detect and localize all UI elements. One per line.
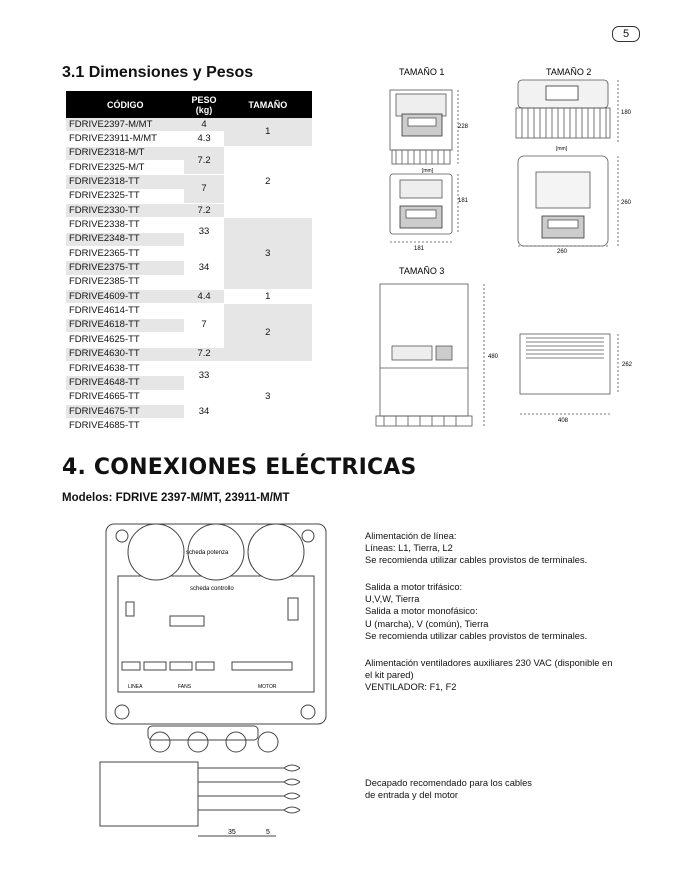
cell-code: FDRIVE4648-TT <box>66 376 184 390</box>
table-header-row <box>66 91 312 118</box>
tip-dim-label: 5 <box>266 829 270 836</box>
s3-height-label: 480 <box>488 354 499 360</box>
cell-code: FDRIVE4675-TT <box>66 404 184 418</box>
size3-label: TAMAÑO 3 <box>399 266 445 276</box>
cable-strip-drawing <box>100 762 300 836</box>
header-size: TAMAÑO <box>224 91 312 118</box>
table-row <box>66 290 312 304</box>
cell-code: FDRIVE4625-TT <box>66 333 184 347</box>
s1-width-label: 181 <box>414 246 425 252</box>
table-row <box>66 361 312 375</box>
desc-line: Salida a motor monofásico: <box>365 606 478 617</box>
dimension-drawings <box>360 62 660 442</box>
board-control-label: scheda controllo <box>190 586 234 592</box>
desc-strip-cable <box>365 777 532 801</box>
size1-front-view <box>390 90 458 164</box>
term-fan-label: FANS <box>178 684 192 690</box>
header-weight: PESO (kg) <box>184 91 223 118</box>
page-number: 5 <box>612 26 640 42</box>
cell-size: 1 <box>224 118 312 146</box>
desc-line: U (marcha), V (común), Tierra <box>365 618 489 629</box>
desc-line: Alimentación ventiladores auxiliares 230 VAC (disponible en <box>365 658 613 668</box>
desc-line: Alimentación de línea: <box>365 531 457 541</box>
desc-line: Decapado recomendado para los cables <box>365 778 532 788</box>
cell-weight: 7.2 <box>184 146 223 175</box>
table-row <box>66 304 312 318</box>
desc-line: VENTILADOR: F1, F2 <box>365 682 457 693</box>
cell-weight: 7.2 <box>184 347 223 361</box>
cell-weight: 7.2 <box>184 204 223 218</box>
dimensions-table <box>66 91 312 434</box>
desc-line-power <box>365 530 587 567</box>
desc-aux-fans <box>365 657 612 694</box>
cell-size: 1 <box>224 290 312 304</box>
desc-line: el kit pared) <box>365 670 414 681</box>
cell-weight: 4.4 <box>184 290 223 304</box>
cell-size: 2 <box>224 304 312 361</box>
term-lines-label: LINEA <box>128 684 143 690</box>
cell-weight: 33 <box>184 218 223 247</box>
size3-front-view <box>376 284 484 426</box>
size3-side-view <box>520 334 618 414</box>
cell-code: FDRIVE23911-M/MT <box>66 132 184 146</box>
cell-code: FDRIVE2348-TT <box>66 232 184 246</box>
cell-size: 3 <box>224 361 312 433</box>
cell-code: FDRIVE4609-TT <box>66 290 184 304</box>
size2-label: TAMAÑO 2 <box>546 67 592 77</box>
desc-line: de entrada y del motor <box>365 790 459 801</box>
table-row <box>66 118 312 132</box>
cell-code: FDRIVE4685-TT <box>66 419 184 433</box>
cell-code: FDRIVE4614-TT <box>66 304 184 318</box>
cell-code: FDRIVE2338-TT <box>66 218 184 232</box>
cell-code: FDRIVE2325-TT <box>66 189 184 203</box>
size2-front-view <box>518 156 618 246</box>
header-code: CÓDIGO <box>66 91 184 118</box>
cell-code: FDRIVE2375-TT <box>66 261 184 275</box>
cell-code: FDRIVE4630-TT <box>66 347 184 361</box>
s2-height-label: 180 <box>621 110 632 116</box>
cell-code: FDRIVE2318-TT <box>66 175 184 189</box>
s2-height2-label: 260 <box>621 200 632 206</box>
cell-weight: 4 <box>184 118 223 132</box>
wiring-diagram <box>98 516 338 846</box>
cell-code: FDRIVE4665-TT <box>66 390 184 404</box>
cell-size: 2 <box>224 146 312 218</box>
s1-height-label: 228 <box>458 124 469 130</box>
desc-line: Líneas: L1, Tierra, L2 <box>365 543 453 554</box>
section-title-dimensions: 3.1 Dimensiones y Pesos <box>62 64 254 81</box>
cell-weight: 4.3 <box>184 132 223 146</box>
table-body <box>66 118 312 433</box>
desc-line: U,V,W, Tierra <box>365 594 420 605</box>
cell-code: FDRIVE4638-TT <box>66 361 184 375</box>
term-motor-label: MOTOR <box>258 684 277 690</box>
cell-code: FDRIVE2385-TT <box>66 275 184 289</box>
cell-code: FDRIVE2325-M/T <box>66 161 184 175</box>
section-title-connections: 4. CONEXIONES ELÉCTRICAS <box>62 455 417 480</box>
cell-code: FDRIVE2330-TT <box>66 204 184 218</box>
cell-code: FDRIVE2397-M/MT <box>66 118 184 132</box>
cell-weight: 7 <box>184 175 223 204</box>
s3-width-label: 408 <box>558 418 569 424</box>
cell-code: FDRIVE2365-TT <box>66 247 184 261</box>
cell-code: FDRIVE2318-M/T <box>66 146 184 160</box>
cell-weight: 7 <box>184 304 223 347</box>
desc-line: Salida a motor trifásico: <box>365 582 463 592</box>
cell-weight: 34 <box>184 390 223 433</box>
board-power-label: scheda potenza <box>186 550 229 556</box>
models-subtitle: Modelos: FDRIVE 2397-M/MT, 23911-M/MT <box>62 492 290 504</box>
size1-label: TAMAÑO 1 <box>399 67 445 77</box>
s3-depth-label: 262 <box>622 362 633 368</box>
desc-motor-output <box>365 581 587 642</box>
table-row <box>66 146 312 160</box>
s1-mm-label: [mm] <box>422 168 434 174</box>
s2-mm-label: [mm] <box>556 146 568 152</box>
cell-weight: 33 <box>184 361 223 390</box>
desc-line: Se recomienda utilizar cables provistos de terminales. <box>365 630 588 641</box>
cell-size: 3 <box>224 218 312 290</box>
desc-line: Se recomienda utilizar cables provistos de terminales. <box>365 555 588 566</box>
cell-weight: 34 <box>184 247 223 290</box>
cell-code: FDRIVE4618-TT <box>66 318 184 332</box>
size1-side-view <box>390 174 458 242</box>
table-row <box>66 218 312 232</box>
size2-top-view <box>516 80 618 142</box>
s2-width-label: 260 <box>557 249 568 255</box>
s1-height2-label: 181 <box>458 198 469 204</box>
strip-dim-label: 35 <box>228 829 236 836</box>
